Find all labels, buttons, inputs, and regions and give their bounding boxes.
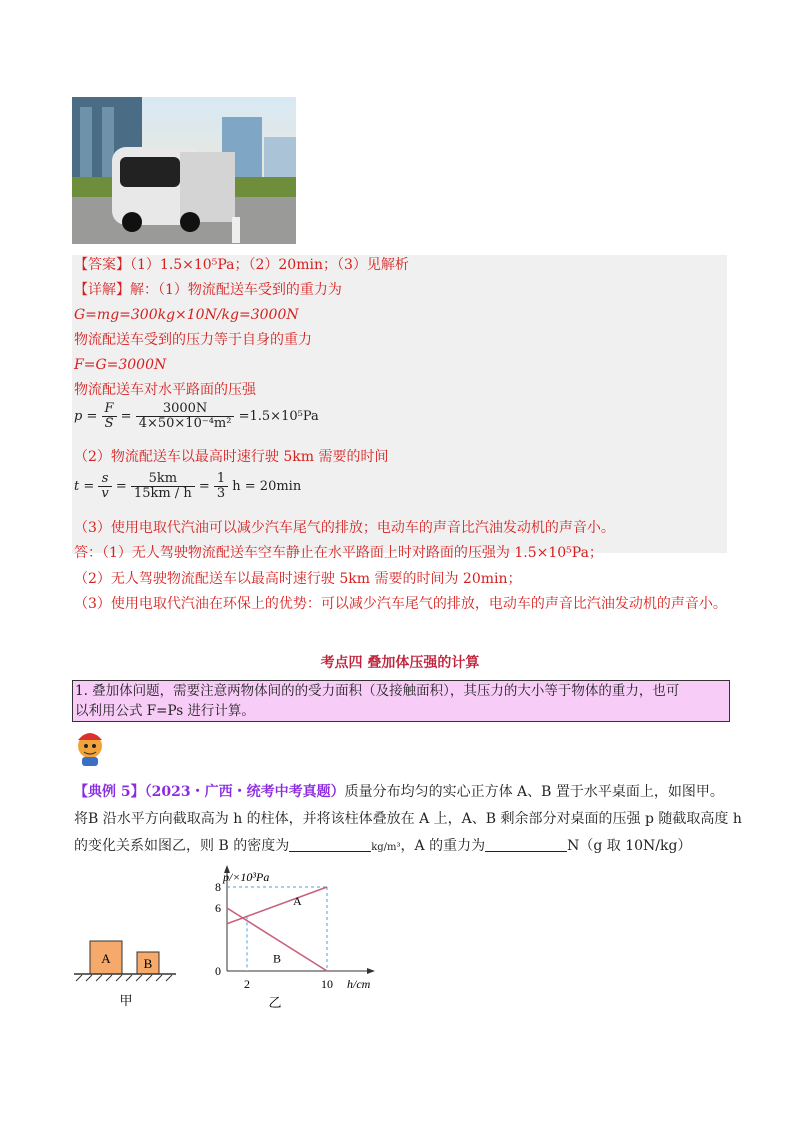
answer-blank-density[interactable]	[289, 837, 371, 852]
frac1-num: F	[102, 402, 117, 417]
eq-time-frac3	[214, 472, 228, 501]
tfrac2-den: 15km / h	[133, 486, 192, 501]
analysis-intro: 解：（1）物流配送车受到的重力为	[130, 282, 342, 298]
analysis-intro-line	[74, 280, 342, 300]
conclusion3: （3）使用电取代汽油在环保上的优势：可以减少汽车尾气的排放，电动车的声音比汽油发动机的声音小。	[74, 596, 727, 612]
eq-force: F=G=3000N	[74, 357, 167, 373]
frac1-den: S	[104, 416, 114, 431]
example-line3-a: 的变化关系如图乙，则 B 的密度为	[74, 838, 290, 854]
conclusion1: 答：（1）无人驾驶物流配送车空车静止在水平路面上时对路面的压强为 1.5×10⁵Pa；	[74, 545, 603, 561]
series-label-b: B	[273, 951, 282, 966]
delivery-vehicle-photo	[72, 97, 296, 244]
y-tick-label: 6	[215, 901, 221, 915]
x-axis-arrow	[367, 968, 375, 974]
tip-line2: 以利用公式 F=Ps 进行计算。	[75, 703, 255, 719]
figure-jia	[72, 935, 182, 1025]
section-title: 考点四 叠加体压强的计算	[320, 655, 480, 671]
y-axis-label: p/×10³Pa	[223, 870, 270, 884]
eq-pressure-frac1	[102, 402, 117, 431]
example-line3-b: ，A 的重力为	[400, 838, 486, 854]
eq-gravity: G=mg=300kg×10N/kg=3000N	[74, 307, 299, 323]
part3: （3）使用电取代汽油可以减少汽车尾气的排放；电动车的声音比汽油发动机的声音小。	[74, 520, 615, 536]
series-label-a: A	[293, 893, 302, 908]
eq-time: t = $\frac{s}{v}$ = $\frac{5km}{15km / h}$ = $\frac{1}{3}$ h = 20min	[74, 471, 302, 501]
tip-line1: 1. 叠加体问题，需要注意两物体间的的受力面积（及接触面积），其压力的大小等于物体的重力，也可	[75, 683, 680, 699]
eq-pressure-rhs: =1.5×10⁵Pa	[238, 409, 319, 424]
density-unit: kg/m³	[371, 842, 401, 853]
tip-box	[72, 680, 730, 722]
tfrac1-num: s	[98, 472, 111, 487]
table-hatching	[76, 975, 172, 981]
block-a-label: A	[101, 951, 111, 966]
y-tick-label: 8	[215, 880, 221, 894]
tfrac3-den: 3	[216, 486, 226, 501]
line-pressure-force: 物流配送车受到的压力等于自身的重力	[74, 332, 312, 348]
frac2-den: 4×50×10⁻⁴m²	[138, 416, 232, 431]
mascot-icon	[72, 728, 108, 768]
example-line3	[74, 834, 691, 860]
answer-line	[74, 255, 409, 275]
eq-pressure-lhs: p =	[74, 409, 98, 424]
answer-blank-weight[interactable]	[485, 837, 567, 852]
x-axis-label: h/cm	[347, 977, 371, 991]
x-tick-label: 10	[321, 977, 333, 991]
figure-jia-caption: 甲	[119, 993, 133, 1008]
y-tick-label: 0	[215, 964, 221, 978]
conclusion2: （2）无人驾驶物流配送车以最高时速行驶 5km 需要的时间为 20min；	[74, 571, 522, 587]
frac2-num: 3000N	[136, 402, 235, 417]
tfrac1-den: v	[101, 486, 109, 501]
analysis-tag: 【详解】	[74, 282, 130, 298]
part2: （2）物流配送车以最高时速行驶 5km 需要的时间	[74, 449, 389, 465]
tfrac2-num: 5km	[131, 472, 195, 487]
example-source: （2023・广西・统考中考真题）	[144, 784, 345, 800]
answer-text: （1）1.5×10⁵Pa；（2）20min；（3）见解析	[130, 257, 409, 273]
chart-caption: 乙	[268, 995, 282, 1010]
pressure-chart	[195, 862, 395, 1012]
example-line3-c: N（g 取 10N/kg）	[567, 838, 692, 854]
eq-pressure-frac2	[136, 402, 235, 431]
eq-time-rhs: h = 20min	[232, 479, 302, 494]
block-b-label: B	[143, 956, 153, 971]
line-pressure: 物流配送车对水平路面的压强	[74, 382, 256, 398]
eq-time-lhs: t =	[74, 479, 95, 494]
eq-time-frac1	[98, 472, 111, 501]
example-line1-rest: 质量分布均匀的实心正方体 A、B 置于水平桌面上，如图甲。	[344, 784, 724, 800]
example-line2: 将B 沿水平方向截取高为 h 的柱体，并将该柱体叠放在 A 上，A、B 剩余部分对桌面的压强 p 随截取高度 h	[74, 811, 742, 827]
example-tag: 【典例 5】	[74, 784, 145, 800]
example-line1	[74, 780, 724, 804]
eq-time-frac2	[131, 472, 195, 501]
tfrac3-num: 1	[214, 472, 228, 487]
x-tick-label: 2	[244, 977, 250, 991]
eq-pressure: p = $\frac{F}{S}$ = $\frac{3000N}{\text{4×50×10⁻⁴m²}}$ =1.5×10⁵Pa	[74, 401, 319, 431]
answer-tag: 【答案】	[74, 257, 130, 273]
